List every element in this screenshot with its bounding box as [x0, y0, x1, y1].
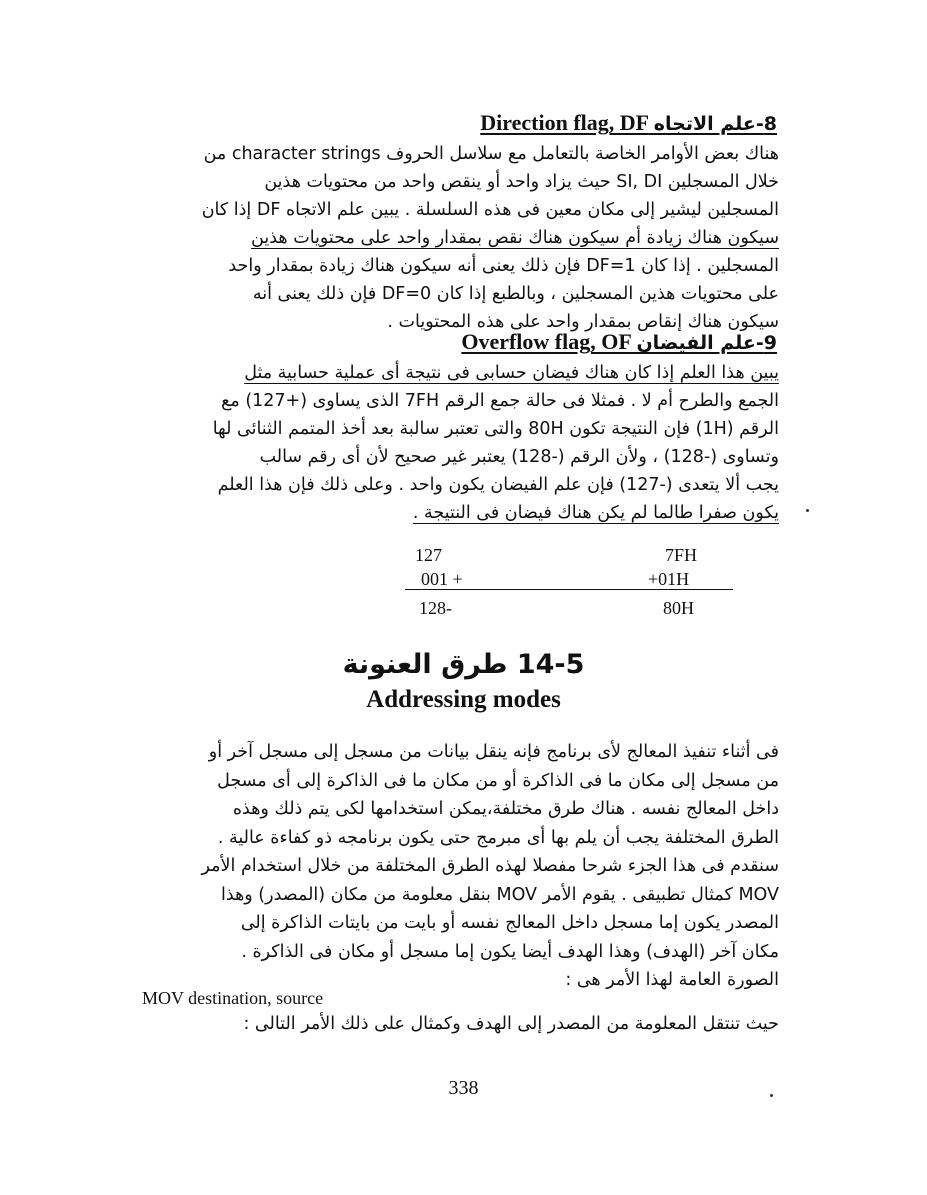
text-line: المسجلين . إذا كان DF=1 فإن ذلك يعنى أنه سيكون هناك زيادة بمقدار واحد: [228, 256, 779, 276]
heading-en: Direction flag, DF: [480, 110, 649, 135]
text-line: المصدر يكون إما مسجل داخل المعالج نفسه أو بايت من بايتات الذاكرة إلى: [240, 913, 779, 933]
section-title-ar: 14-5 طرق العنونة: [342, 649, 585, 680]
text-line: يبين هذا العلم إذا كان هناك فيضان حسابى فى نتيجة أى عملية حسابية مثل: [244, 363, 779, 383]
text-line: فى أثناء تنفيذ المعالج لأى برنامج فإنه ينقل بيانات من مسجل إلى مسجل آخر أو: [208, 742, 779, 762]
heading-en: Overflow flag, OF: [461, 329, 631, 354]
heading-ar: 8-علم الاتجاه: [653, 113, 777, 135]
text-line: هناك بعض الأوامر الخاصة بالتعامل مع سلاسل الحروف character strings من: [203, 144, 779, 164]
text-line: يجب ألا يتعدى (-127) فإن علم الفيضان يكون واحد . وعلى ذلك فإن هذا العلم: [217, 475, 779, 495]
heading-direction-flag: [480, 110, 777, 136]
text-line: يكون صفرا طالما لم يكن هناك فيضان فى النتيجة .: [412, 503, 779, 523]
paragraph-overflow-flag: [139, 359, 779, 527]
text-line: داخل المعالج نفسه . هناك طرق مختلفة،يمكن استخدامها لكى يتم ذلك وهذه: [232, 799, 779, 819]
paragraph-direction-flag: [139, 140, 779, 336]
decimal-operand-a: 127: [415, 545, 442, 565]
text-line: سيكون هناك زيادة أم سيكون هناك نقص بمقدار واحد على محتويات هذين: [251, 228, 779, 248]
heading-overflow-flag: [461, 329, 777, 355]
section-title-en: Addressing modes: [366, 686, 561, 713]
text-line: MOV كمثال تطبيقى . يقوم الأمر MOV بنقل معلومة من مكان (المصدر) وهذا: [221, 884, 779, 905]
decimal-sum: 128-: [419, 598, 452, 618]
heading-ar: 9-علم الفيضان: [636, 332, 777, 354]
text-line: الرقم (1H) فإن النتيجة تكون 80H والتى تعتبر سالبة بعد أخذ المتمم الثنائى لها: [212, 419, 779, 439]
text-line: الجمع والطرح أم لا . فمثلا فى حالة جمع الرقم 7FH الذى يساوى (+127) مع: [221, 391, 779, 411]
text-line: حيث تنتقل المعلومة من المصدر إلى الهدف وكمثال على ذلك الأمر التالى :: [243, 1014, 779, 1034]
paragraph-mov-example-intro: [139, 1010, 779, 1038]
text-line: سيكون هناك إنقاص بمقدار واحد على هذه المحتويات .: [387, 312, 779, 332]
text-line: الصورة العامة لهذا الأمر هى :: [565, 970, 779, 990]
addition-example: [405, 545, 733, 635]
hex-sum: 80H: [663, 598, 694, 618]
page-number: 338: [448, 1077, 479, 1099]
text-line: الطرق المختلفة يجب أن يلم بها أى مبرمج حتى يكون برنامجه ذو كفاءة عالية .: [217, 827, 779, 848]
text-line: وتساوى (-128) ، ولأن الرقم (-128) يعتبر غير صحيح لأن أى رقم سالب: [259, 447, 779, 467]
text-line: المسجلين ليشير إلى مكان معين فى هذه السلسلة . يبين علم الاتجاه DF إذا كان: [201, 200, 779, 220]
hex-operand-a: 7FH: [665, 545, 698, 565]
scan-speck: [806, 509, 809, 512]
text-line: على محتويات هذين المسجلين ، وبالطبع إذا كان DF=0 فإن ذلك يعنى أنه: [252, 284, 779, 304]
paragraph-addressing-modes: [139, 738, 779, 995]
text-line: من مسجل إلى مكان ما فى الذاكرة أو من مكان ما فى الذاكرة إلى أى مسجل: [217, 770, 779, 791]
text-line: مكان آخر (الهدف) وهذا الهدف أيضا يكون إما مسجل أو مكان فى الذاكرة .: [241, 941, 779, 962]
text-line: خلال المسجلين SI, DI حيث يزاد واحد أو ينقص واحد من محتويات هذين: [264, 172, 779, 192]
decimal-operand-b: 001 +: [421, 569, 463, 589]
scan-speck: [770, 1094, 773, 1097]
hex-operand-b: +01H: [648, 569, 690, 589]
mov-syntax: MOV destination, source: [142, 988, 324, 1008]
text-line: سنقدم فى هذا الجزء شرحا مفصلا لهذه الطرق المختلفة من خلال استخدام الأمر: [201, 856, 779, 876]
